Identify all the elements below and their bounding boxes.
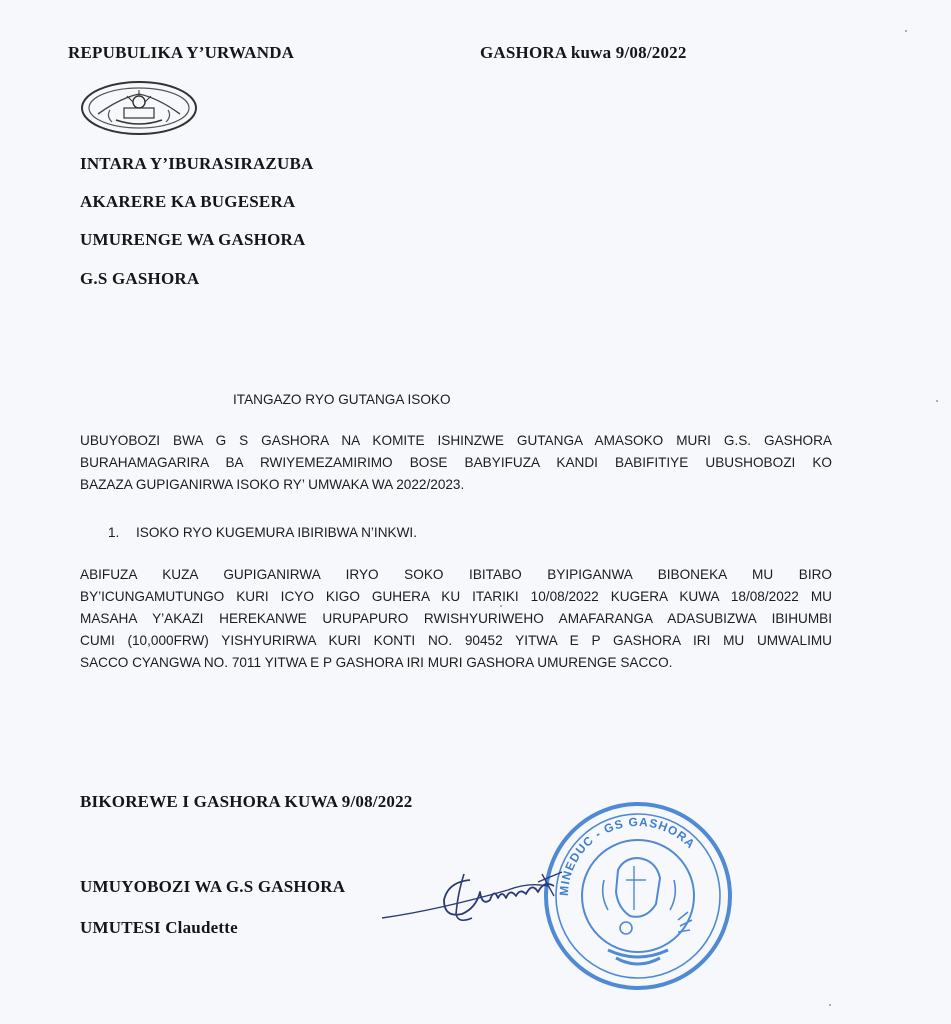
body-line: BY’ICUNGAMUTUNGO KURI ICYO KIGO GUHERA KU ITARIKI 10/08/2022 KUGERA KUWA 18/08/2022 MU [80,589,832,604]
body-line: MASAHA Y’AKAZI HEREKANWE URUPAPURO RWISHYURIWEHO AMAFARANGA ADASUBIZWA IBIHUMBI [80,611,832,626]
country-name: REPUBULIKA Y’URWANDA [68,43,295,62]
scan-speck [829,1004,831,1006]
scan-speck [936,400,938,402]
province-name: INTARA Y’IBURASIRAZUBA [80,154,314,173]
scan-speck [500,605,502,607]
signatory-name: UMUTESI Claudette [80,918,238,937]
coat-of-arms-emblem [80,80,198,136]
district-name: AKARERE KA BUGESERA [80,192,296,211]
intro-line: BURAHAMAGARIRA BA RWIYEMEZAMIRIMO BOSE BABYIFUZA KANDI BABIFITIYE UBUSHOBOZI KO [80,455,832,470]
body-line: ABIFUZA KUZA GUPIGANIRWA IRYO SOKO IBITABO BYIPIGANWA BIBONEKA MU BIRO [80,567,832,582]
intro-line: UBUYOBOZI BWA G S GASHORA NA KOMITE ISHINZWE GUTANGA AMASOKO MURI G.S. GASHORA [80,433,832,448]
stamp-ring-text: MINEDUC - GS GASHORA [556,814,699,897]
list-item-text: ISOKO RYO KUGEMURA IBIRIBWA N’INKWI. [136,525,417,540]
notice-body [80,564,832,674]
list-item [108,525,417,540]
notice-intro [80,430,832,496]
body-line: SACCO CYANGWA NO. 7011 YITWA E P GASHORA IRI MURI GASHORA UMURENGE SACCO. [80,655,673,670]
scan-speck [905,30,907,32]
notice-title: ITANGAZO RYO GUTANGA ISOKO [233,392,451,407]
list-item-number: 1. [108,525,120,540]
intro-line: BAZAZA GUPIGANIRWA ISOKO RY’ UMWAKA WA 2022/2023. [80,477,465,492]
body-line: CUMI (10,000FRW) YISHYURIRWA KURI KONTI NO. 90452 YITWA E P GASHORA IRI MU UMWALIMU [80,633,832,648]
done-at-line: BIKOREWE I GASHORA KUWA 9/08/2022 [80,792,413,811]
handwritten-signature [378,852,588,932]
signatory-title: UMUYOBOZI WA G.S GASHORA [80,877,346,896]
place-date: GASHORA kuwa 9/08/2022 [480,43,687,62]
school-name: G.S GASHORA [80,269,200,288]
sector-name: UMURENGE WA GASHORA [80,230,306,249]
